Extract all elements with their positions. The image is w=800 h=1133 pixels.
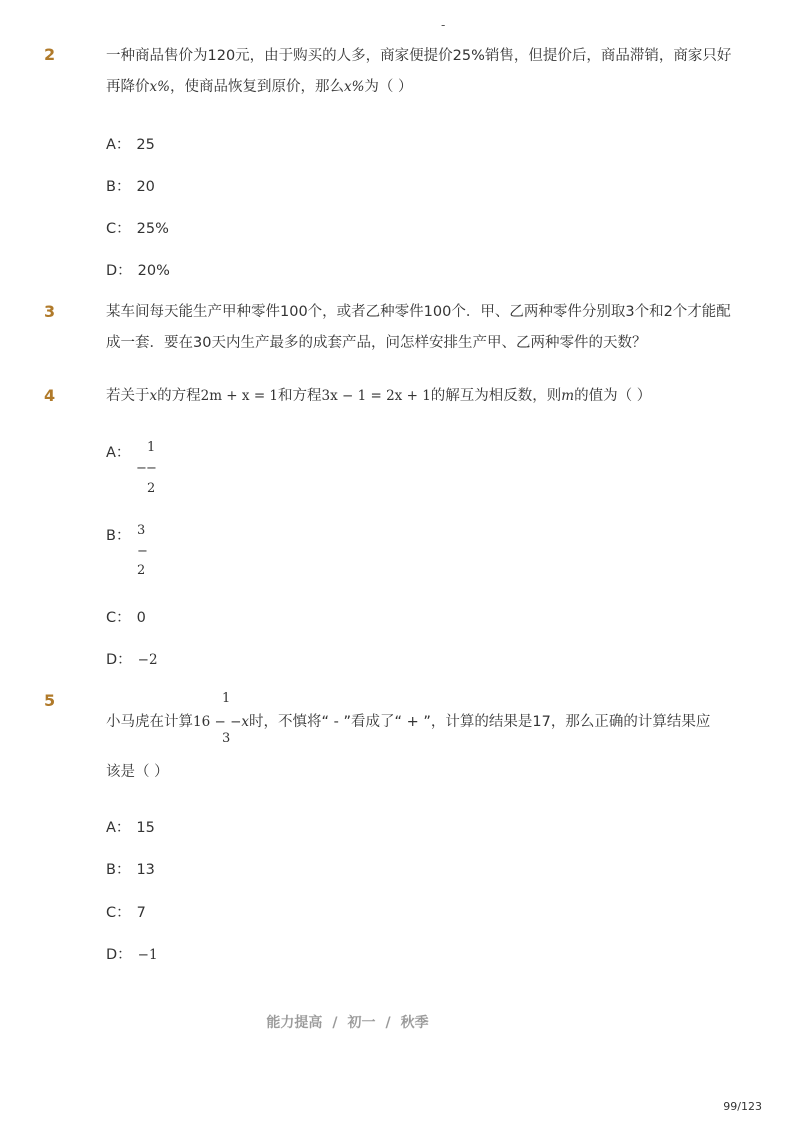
option-letter: C： (106, 905, 131, 921)
question-number: 5 (44, 691, 56, 710)
option-letter: D： (106, 652, 132, 668)
math-variable: m (561, 388, 575, 404)
breadcrumb (0, 1012, 695, 1032)
option-letter: A： (106, 445, 131, 461)
option-value: 20 (136, 179, 155, 195)
option-letter: B： (106, 528, 131, 544)
breadcrumb-item: 秋季 (400, 1015, 429, 1031)
option-b[interactable] (106, 524, 136, 545)
stem-text: 的值为（ ） (574, 388, 652, 404)
option-value: −2 (137, 652, 158, 668)
math-variable: x (241, 714, 250, 730)
stem-text: 为（ ） (364, 79, 413, 95)
question-stem (106, 707, 736, 738)
stem-text: 的方程 (157, 388, 201, 404)
stem-line (106, 707, 736, 738)
stem-text: 的解互为相反数，则 (430, 388, 562, 404)
option-letter: C： (106, 610, 131, 626)
option-value: 25 (136, 137, 155, 153)
equation: 2m + x = 1 (200, 388, 279, 404)
option-b[interactable] (106, 175, 155, 196)
fraction-bar: − (137, 544, 148, 559)
stem-text: 再降价 (106, 79, 150, 95)
fraction-bar: − (230, 714, 242, 730)
option-a[interactable] (106, 133, 155, 154)
fraction-denominator: 2 (147, 481, 156, 496)
stem-text: ，使商品恢复到原价，那么 (169, 79, 344, 95)
option-value: 20% (137, 263, 170, 279)
question-stem-line2: 该是（ ） (106, 764, 169, 780)
option-letter: B： (106, 862, 131, 878)
fraction-sign: − (136, 461, 147, 476)
option-letter: B： (106, 179, 131, 195)
fraction-numerator: 1 (222, 691, 231, 706)
math-variable: x% (343, 79, 365, 95)
fraction-denominator: 3 (222, 731, 231, 746)
question-stem (106, 297, 736, 359)
option-c[interactable] (106, 606, 146, 627)
breadcrumb-item: 能力提高 (266, 1015, 323, 1031)
stem-text: 和方程 (278, 388, 322, 404)
option-value: 13 (136, 862, 155, 878)
equation: 3x − 1 = 2x + 1 (321, 388, 431, 404)
breadcrumb-separator: / (385, 1015, 391, 1031)
option-a[interactable] (106, 441, 136, 462)
option-b[interactable] (106, 858, 155, 879)
option-letter: D： (106, 263, 132, 279)
expression: 16 − (193, 714, 231, 730)
option-c[interactable] (106, 217, 169, 238)
stem-text: 小马虎在计算 (106, 714, 193, 730)
question-stem (106, 381, 736, 412)
question-number: 2 (44, 45, 56, 64)
option-letter: C： (106, 221, 131, 237)
question-stem (106, 41, 736, 103)
option-value: 0 (136, 610, 146, 626)
stem-line: 成一套．要在30天内生产最多的成套产品，问怎样安排生产甲、乙两种零件的天数？ (106, 335, 647, 351)
fraction-denominator: 2 (137, 563, 146, 578)
option-value: 15 (136, 820, 155, 836)
option-d[interactable] (106, 943, 158, 964)
option-letter: A： (106, 137, 131, 153)
option-a[interactable] (106, 816, 155, 837)
stem-text: 若关于 (106, 388, 150, 404)
math-variable: x% (149, 79, 170, 95)
fraction-numerator: 3 (137, 523, 146, 538)
option-value: 25% (136, 221, 169, 237)
option-letter: A： (106, 820, 131, 836)
fraction-numerator: 1 (147, 440, 156, 455)
math-variable: x (149, 388, 158, 404)
option-c[interactable] (106, 901, 146, 922)
top-mark: - (441, 18, 446, 32)
fraction-bar: − (146, 461, 157, 476)
stem-text: 时，不慎将“ - ”看成了“ + ”，计算的结果是17，那么正确的计算结果应 (249, 714, 711, 730)
stem-line (106, 72, 736, 103)
option-d[interactable] (106, 648, 158, 669)
option-d[interactable] (106, 259, 170, 280)
breadcrumb-item: 初一 (347, 1015, 376, 1031)
option-value: −1 (137, 947, 158, 963)
page-number: 99/123 (723, 1100, 762, 1113)
question-number: 3 (44, 302, 56, 321)
stem-line: 某车间每天能生产甲种零件100个，或者乙种零件100个．甲、乙两种零件分别取3个和2个才能配 (106, 304, 731, 320)
option-letter: D： (106, 947, 132, 963)
question-number: 4 (44, 386, 56, 405)
option-value: 7 (136, 905, 146, 921)
stem-line: 一种商品售价为120元，由于购买的人多，商家便提价25%销售，但提价后，商品滞销，商家只好 (106, 48, 732, 64)
breadcrumb-separator: / (332, 1015, 338, 1031)
